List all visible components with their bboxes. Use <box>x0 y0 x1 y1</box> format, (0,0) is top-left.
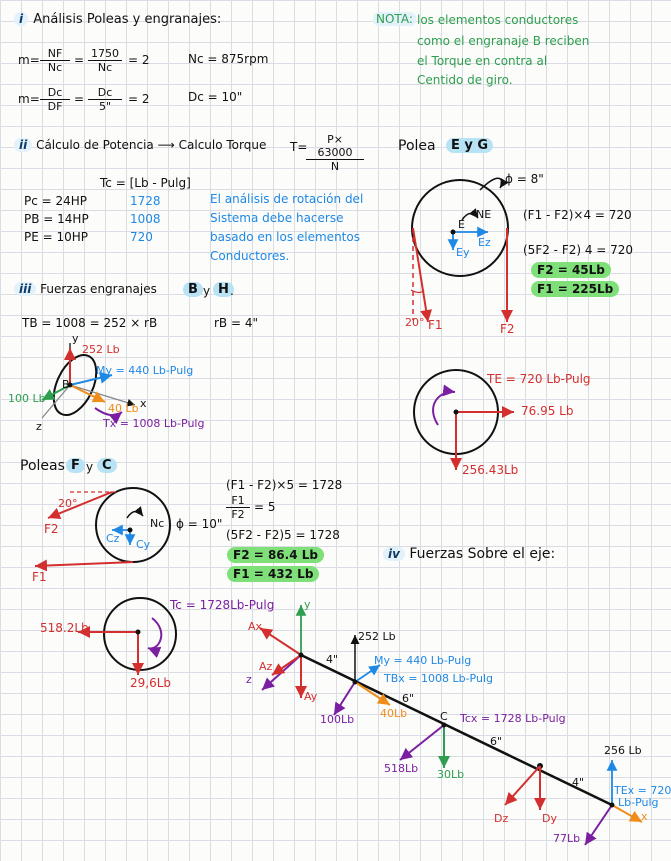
pulley-fc-f1-label: F1 <box>32 570 47 584</box>
pulley-e-fx: 76.95 Lb <box>521 404 574 418</box>
section-4-numeral: iv <box>383 547 405 561</box>
gear-x-axis-label: x <box>140 397 147 410</box>
ratio-result-2: = 2 <box>128 92 150 106</box>
section-2-heading <box>14 138 266 152</box>
shaft-az-label: Az <box>259 660 273 673</box>
nota-line-2: como el engranaje B reciben <box>417 34 590 48</box>
shaft-x-axis-label: x <box>641 810 648 823</box>
pulley-fc-f1-result: F1 = 432 Lb <box>227 566 319 582</box>
shaft-z-axis-label: z <box>246 673 252 686</box>
ratio-result-1: = 2 <box>128 53 150 67</box>
pulley-eg-diameter: ϕ = 8" <box>505 172 544 186</box>
ratio-num-2: 1750 <box>88 47 122 61</box>
pulley-c-torque: Tc = 1728Lb-Pulg <box>170 598 275 612</box>
pulley-eg-badge: E y G <box>446 138 493 153</box>
ratio-fraction-4 <box>88 86 122 113</box>
gear-f100: 100 Lb <box>8 392 46 405</box>
ratio-num-1: NF <box>40 47 70 61</box>
ratio-num-3: Dc <box>40 86 70 100</box>
section-1-numeral: i <box>14 12 28 26</box>
pulley-eg-f1-result: F1 = 225Lb <box>531 281 619 297</box>
section-3-heading <box>14 282 157 296</box>
ratio-den-3: DF <box>47 100 63 113</box>
pulley-fc-eq1: (F1 - F2)×5 = 1728 <box>226 478 343 492</box>
gear-b-label: B <box>62 378 70 391</box>
ratio-m-label-2: m= <box>18 92 40 106</box>
power-label-b: PB = 14HP <box>24 212 89 226</box>
nota-badge: NOTA: <box>373 12 416 26</box>
gear-radius: rB = 4" <box>214 316 259 330</box>
pulley-eg-center-label: E <box>458 218 465 231</box>
pulley-eg-angle: 20° <box>405 316 425 329</box>
torque-lhs: T= <box>290 140 308 154</box>
pulley-f-badge: F <box>66 458 85 473</box>
torque-value-e: 720 <box>130 230 153 244</box>
gear-y-axis-label: y <box>72 332 79 345</box>
ratio-fraction-3 <box>40 86 70 113</box>
dc-value: Dc = 10" <box>188 90 243 104</box>
section-4-title: Fuerzas Sobre el eje: <box>409 546 556 562</box>
shaft-my: My = 440 Lb-Pulg <box>374 654 472 667</box>
pulley-e-fy: 256.43Lb <box>462 463 519 477</box>
gear-b-badge: B <box>183 282 203 297</box>
pulley-fc-title: Poleas <box>20 458 65 474</box>
pulley-eg-eq1: (F1 - F2)×4 = 720 <box>523 208 632 222</box>
power-label-c: Pc = 24HP <box>24 194 88 208</box>
pulley-eg-eq2: (5F2 - F2) 4 = 720 <box>523 243 634 257</box>
ratio-m-label: m= <box>18 53 40 67</box>
pulley-eg-f2-result: F2 = 45Lb <box>531 262 611 278</box>
pulley-eg-f2-arrow-label: F2 <box>500 322 515 336</box>
analysis-note-2: Sistema debe hacerse <box>210 211 344 225</box>
shaft-dz-label: Dz <box>494 812 509 825</box>
shaft-tex-unit: Lb-Pulg <box>618 796 659 809</box>
shaft-c-label: C <box>440 710 448 723</box>
pulley-fc-cy: Cy <box>136 538 151 551</box>
equals-2: = <box>74 92 85 106</box>
shaft-ay-label: Ay <box>304 690 318 703</box>
shaft-dy-label: Dy <box>542 812 557 825</box>
gear-z-axis-label: z <box>36 420 42 433</box>
ratio-den-2: Nc <box>97 61 113 74</box>
nota-label <box>373 12 416 26</box>
gear-heading-dot: . <box>230 284 234 298</box>
section-4-heading <box>383 546 555 562</box>
pulley-eg-f1-arrow-label: F1 <box>428 318 443 332</box>
pulley-e-torque: TE = 720 Lb-Pulg <box>487 372 591 386</box>
nc-value: Nc = 875rpm <box>188 52 269 66</box>
gear-f40: 40 Lb <box>108 402 139 415</box>
shaft-diagram <box>260 605 642 845</box>
pulley-fc-f2-label: F2 <box>44 522 59 536</box>
pulley-fc-diameter: ϕ = 10" <box>176 517 223 531</box>
analysis-note-3: basado en los elementos <box>210 230 360 244</box>
shaft-ax-label: Ax <box>248 620 263 633</box>
pulley-fc-f2-result: F2 = 86.4 Lb <box>227 547 324 563</box>
torque-den: N <box>330 160 340 173</box>
analysis-note-1: El análisis de rotación del <box>210 192 364 206</box>
shaft-tex: TEx = 720 <box>614 784 671 797</box>
shaft-dist-1: 4" <box>326 653 339 666</box>
shaft-dist-2: 6" <box>402 692 415 705</box>
pulley-fc-ratio-den: F2 <box>231 508 245 521</box>
section-3-title: Fuerzas engranajes <box>40 282 157 296</box>
pulley-fc-conjunction: y <box>86 460 94 474</box>
gear-my: My = 440 Lb-Pulg <box>96 364 194 377</box>
equals-1: = <box>74 53 85 67</box>
section-2-subtitle: Calculo Torque <box>178 138 267 152</box>
pulley-fc-nc: Nc <box>150 517 165 530</box>
shaft-dist-3: 6" <box>490 735 503 748</box>
ratio-num-4: Dc <box>88 86 122 100</box>
pulley-c-fx: 518.2Lb <box>40 621 89 635</box>
nota-line-3: el Torque en contra al <box>417 54 548 68</box>
shaft-y-axis-label: y <box>304 598 311 611</box>
pulley-c-resultant-diagram <box>78 598 176 675</box>
pulley-fc-cz: Cz <box>106 532 120 545</box>
shaft-f40: 40Lb <box>380 707 408 720</box>
pulley-eg-ez-label: Ez <box>478 236 491 249</box>
section-3-numeral: iii <box>14 282 36 296</box>
ratio-fraction-2 <box>88 47 122 74</box>
pulley-fc-eq3: (5F2 - F2)5 = 1728 <box>226 528 340 542</box>
gear-torque-eq: TB = 1008 = 252 × rB <box>22 316 158 330</box>
pulley-eg-title: Polea <box>398 138 436 154</box>
section-2-arrow-icon: ⟶ <box>157 138 175 152</box>
torque-value-c: 1728 <box>130 194 161 208</box>
gear-tx: Tx = 1008 Lb-Pulg <box>103 417 205 430</box>
pulley-fc-ratio <box>226 494 250 521</box>
shaft-f30: 30Lb <box>437 768 465 781</box>
analysis-note-4: Conductores. <box>210 249 290 263</box>
torque-formula <box>306 133 364 173</box>
ratio-den-1: Nc <box>47 61 63 74</box>
gear-y-conjunction: y <box>203 284 211 298</box>
shaft-f100: 100Lb <box>320 713 355 726</box>
section-1-title: Análisis Poleas y engranajes: <box>33 12 222 27</box>
pulley-c-fy: 29,6Lb <box>130 676 172 690</box>
shaft-dist-4: 4" <box>572 776 585 789</box>
pulley-eg-ey-label: Ey <box>456 246 470 259</box>
unit-header: Tc = [Lb - Pulg] <box>100 176 191 190</box>
pulley-fc-ratio-rhs: = 5 <box>254 500 276 514</box>
gear-h-badge: H <box>213 282 234 297</box>
gear-f252: 252 Lb <box>82 343 120 356</box>
shaft-f256: 256 Lb <box>604 744 642 757</box>
section-2-numeral: ii <box>14 138 32 152</box>
shaft-f518: 518Lb <box>384 762 419 775</box>
section-2-title: Cálculo de Potencia <box>36 138 154 152</box>
pulley-fc-angle: 20° <box>58 497 78 510</box>
pulley-fc-ratio-num: F1 <box>226 494 250 508</box>
ratio-fraction-1 <box>40 47 70 74</box>
torque-value-b: 1008 <box>130 212 161 226</box>
pulley-eg-rotation-label: NE <box>476 208 492 221</box>
torque-num: P× 63000 <box>306 133 364 160</box>
section-1-heading <box>14 8 221 27</box>
nota-line-1: los elementos conductores <box>417 13 579 27</box>
shaft-f252: 252 Lb <box>358 630 396 643</box>
shaft-tcx: Tcx = 1728 Lb-Pulg <box>460 712 566 725</box>
power-label-e: PE = 10HP <box>24 230 89 244</box>
pulley-c-badge: C <box>97 458 117 473</box>
shaft-tbx: TBx = 1008 Lb-Pulg <box>384 672 494 685</box>
ratio-den-4: 5" <box>98 100 112 113</box>
nota-line-4: Centido de giro. <box>417 73 513 87</box>
shaft-f77: 77Lb <box>553 832 581 845</box>
